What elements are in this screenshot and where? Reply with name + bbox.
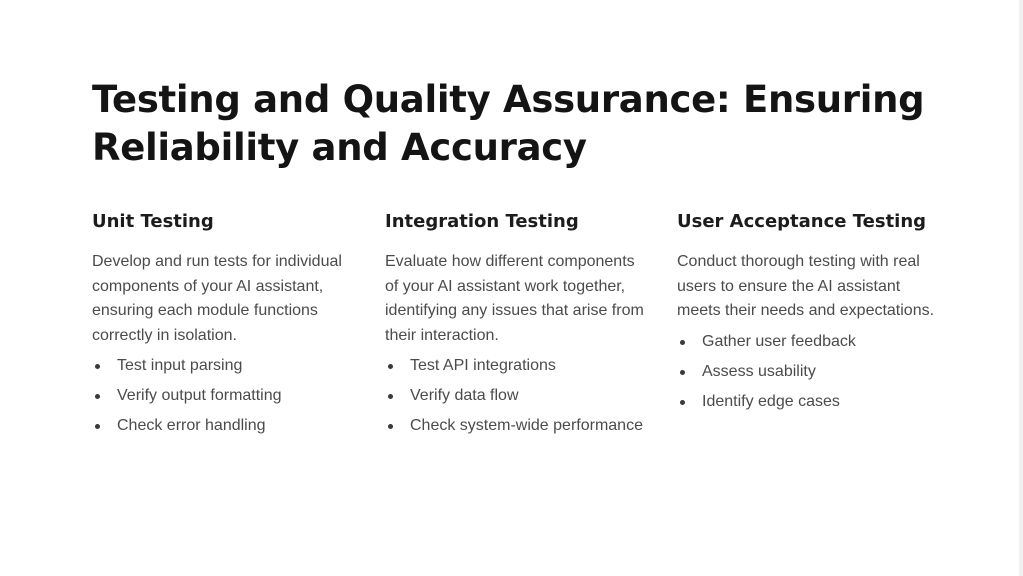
bullet-list [677, 330, 945, 415]
bullet-list [92, 354, 354, 439]
bullet-dot-icon [680, 340, 685, 345]
bullet-dot-icon [388, 394, 393, 399]
slide-title: Testing and Quality Assurance: Ensuring Reliability and Accuracy [92, 78, 925, 169]
column-heading: Unit Testing [92, 211, 214, 232]
slide-edge [1019, 0, 1023, 576]
list-item-text: Test input parsing [117, 357, 243, 374]
list-item [92, 414, 354, 439]
list-item-text: Gather user feedback [702, 332, 856, 350]
bullet-dot-icon [680, 370, 685, 375]
bullet-list [385, 354, 647, 439]
column-heading: User Acceptance Testing [677, 211, 927, 232]
column-user-acceptance-testing [677, 208, 945, 420]
bullet-dot-icon [388, 364, 393, 369]
list-item [385, 354, 647, 379]
bullet-dot-icon [95, 394, 100, 399]
column-unit-testing [92, 208, 354, 444]
column-heading: Integration Testing [385, 211, 579, 232]
list-item-text: Assess usability [702, 362, 816, 380]
list-item-text: Check system-wide performance [410, 417, 643, 434]
bullet-dot-icon [388, 424, 393, 429]
list-item [677, 330, 945, 355]
column-description: Conduct thorough testing with real users to ensure the AI assistant meets their needs and expectations. [677, 253, 935, 319]
bullet-dot-icon [95, 424, 100, 429]
column-description: Evaluate how different components of your AI assistant work together, identifying any issues that arise from their interaction. [385, 253, 644, 344]
bullet-dot-icon [680, 400, 685, 405]
list-item-text: Verify data flow [410, 387, 519, 404]
bullet-dot-icon [95, 364, 100, 369]
list-item [677, 390, 945, 415]
list-item [677, 360, 945, 385]
list-item [385, 384, 647, 409]
list-item [92, 384, 354, 409]
list-item-text: Verify output formatting [117, 387, 282, 404]
list-item [92, 354, 354, 379]
column-integration-testing [385, 208, 647, 444]
list-item [385, 414, 647, 439]
list-item-text: Identify edge cases [702, 392, 840, 410]
list-item-text: Test API integrations [410, 357, 556, 374]
column-description: Develop and run tests for individual components of your AI assistant, ensuring each module functions correctly in isolation. [92, 253, 342, 344]
list-item-text: Check error handling [117, 417, 266, 434]
